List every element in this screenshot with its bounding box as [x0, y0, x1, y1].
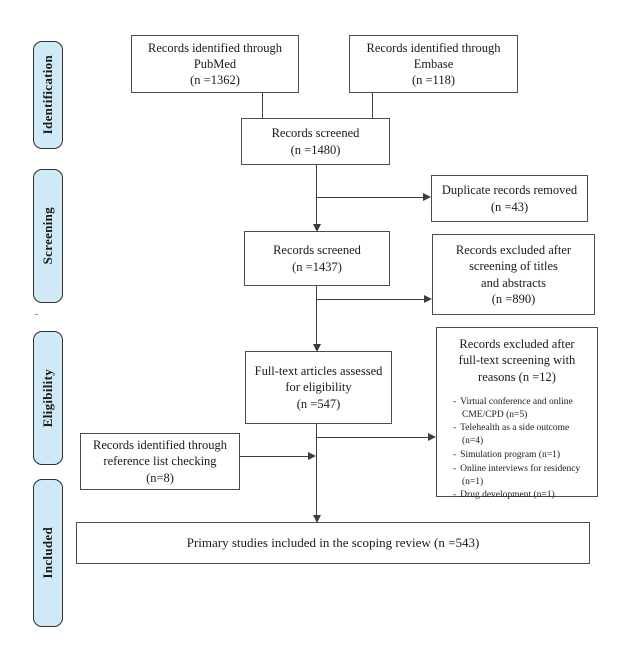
box-screened1-count: (n =1480)	[290, 142, 341, 157]
box-records-reference-list-checking	[80, 433, 240, 490]
box-fulltext-line: for eligibility	[285, 380, 352, 395]
box-records-identified-embase	[349, 35, 518, 93]
stage-label-included	[33, 479, 63, 627]
arrowhead-down-to-screened2	[313, 224, 321, 232]
reason-item	[449, 463, 591, 489]
box-records-identified-pubmed	[131, 35, 299, 93]
bullet-dash: -	[453, 463, 457, 474]
reason-text: Online interviews for residency (n=1)	[460, 463, 581, 487]
box-excluded-titles-count: (n =890)	[491, 291, 536, 306]
box-records-excluded-fulltext-reasons	[436, 327, 598, 501]
excluded-fulltext-title-line: reasons (n =12)	[478, 369, 556, 384]
connector-to-excluded-fulltext	[316, 437, 428, 438]
arrowhead-down-to-fulltext	[313, 344, 321, 352]
box-duplicates-line: Duplicate records removed	[441, 183, 578, 198]
box-pubmed-count: (n =1362)	[190, 73, 240, 88]
stage-label-screening-text: Screening	[40, 207, 55, 265]
box-fulltext-line: Full-text articles assessed	[254, 364, 383, 379]
stray-mark	[35, 314, 38, 315]
box-screened2-count: (n =1437)	[292, 259, 342, 274]
reason-text: Virtual conference and online CME/CPD (n=5)	[460, 396, 573, 420]
box-records-screened-1437	[244, 231, 390, 286]
box-duplicates-count: (n =43)	[490, 199, 529, 214]
box-screened2-line: Records screened	[273, 243, 361, 258]
reason-text: Drug development (n=1)	[460, 490, 555, 501]
bullet-dash: -	[453, 450, 457, 460]
stage-label-identification	[33, 41, 63, 149]
stage-label-eligibility-text: Eligibility	[40, 368, 55, 428]
arrowhead-right-to-excluded-fulltext	[428, 433, 436, 441]
bullet-dash: -	[453, 396, 457, 407]
reason-item	[449, 396, 591, 422]
connector-embase-to-screened	[372, 93, 373, 118]
connector-screened2-to-fulltext	[316, 286, 317, 344]
reason-text: Telehealth as a side outcome (n=4)	[460, 423, 570, 447]
box-records-excluded-titles-abstracts	[432, 234, 595, 315]
connector-pubmed-to-screened	[262, 93, 263, 118]
reason-item	[449, 489, 591, 502]
excluded-fulltext-reason-list	[443, 396, 591, 504]
stage-label-screening	[33, 169, 63, 303]
box-embase-line: Embase	[413, 56, 454, 71]
box-excluded-titles-line: Records excluded after	[455, 243, 572, 257]
box-embase-line: Records identified through	[366, 40, 501, 55]
stage-label-eligibility	[33, 331, 63, 465]
box-excluded-titles-line: and abstracts	[481, 275, 546, 290]
connector-to-duplicates	[316, 197, 423, 198]
bullet-dash: -	[453, 423, 457, 434]
box-reference-line: reference list checking	[103, 454, 217, 469]
box-reference-line: Records identified through	[93, 438, 227, 453]
box-records-screened-1480	[241, 118, 390, 165]
connector-screened1-to-screened2	[316, 165, 317, 224]
box-fulltext-articles-assessed	[245, 351, 392, 424]
excluded-fulltext-title	[459, 336, 576, 385]
excluded-fulltext-title-line: full-text screening with	[458, 353, 576, 368]
box-included-final-line: Primary studies included in the scoping review (n =543)	[186, 534, 480, 550]
arrowhead-right-to-excluded-titles	[424, 295, 432, 303]
box-primary-studies-included	[76, 522, 590, 564]
box-embase-count: (n =118)	[411, 73, 456, 88]
box-pubmed-line: Records identified through	[148, 40, 282, 55]
reason-item	[449, 449, 591, 462]
box-excluded-titles-line: screening of titles	[469, 259, 558, 274]
box-reference-count: (n=8)	[146, 470, 174, 485]
box-screened1-line: Records screened	[271, 126, 360, 141]
stage-label-identification-text: Identification	[40, 55, 55, 135]
arrowhead-right-reference-join	[308, 452, 316, 460]
stage-label-included-text: Included	[40, 527, 55, 579]
arrowhead-right-to-duplicates	[423, 193, 431, 201]
reason-text: Simulation program (n=1)	[460, 450, 560, 460]
box-fulltext-count: (n =547)	[296, 396, 341, 411]
excluded-fulltext-title-line: Records excluded after	[459, 337, 575, 351]
connector-to-excluded-titles	[316, 299, 424, 300]
reason-item	[449, 422, 591, 448]
bullet-dash: -	[453, 490, 457, 501]
arrowhead-down-to-included	[313, 515, 321, 523]
box-pubmed-line: PubMed	[193, 56, 237, 71]
box-duplicate-records-removed	[431, 175, 588, 222]
connector-reference-to-main	[240, 456, 309, 457]
